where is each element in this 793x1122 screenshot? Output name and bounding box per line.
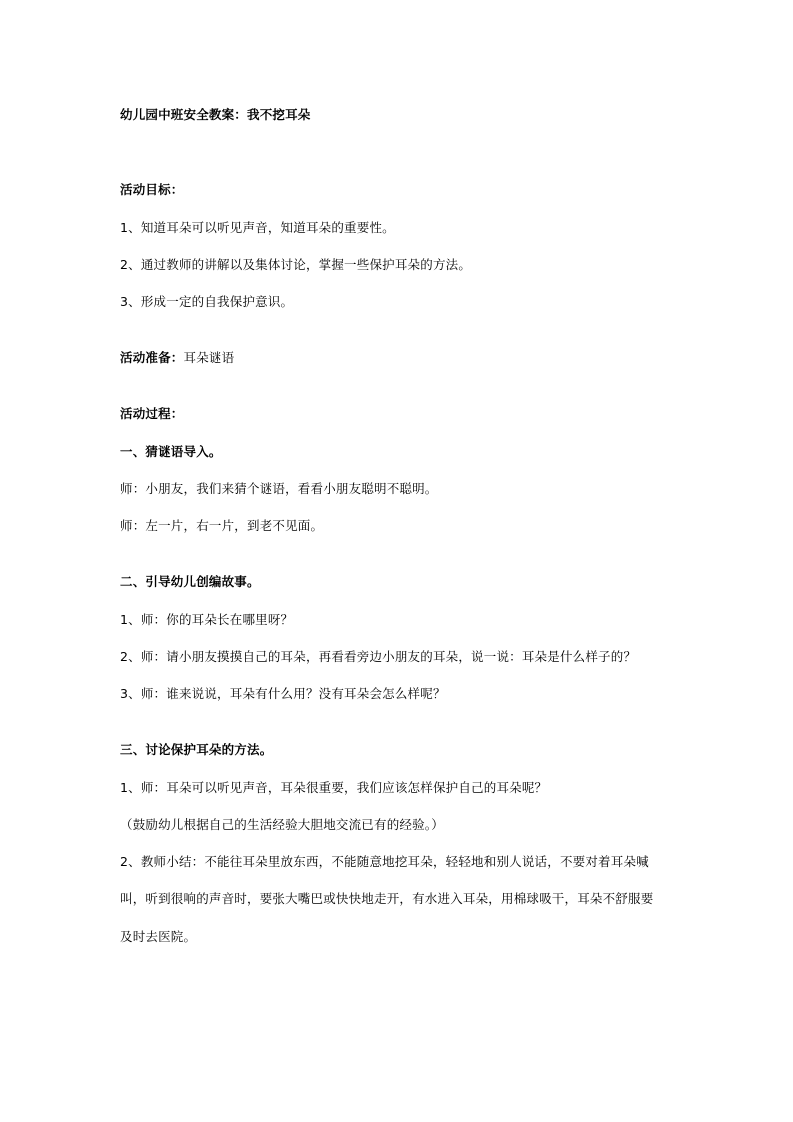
section-2-line: 2、师：请小朋友摸摸自己的耳朵，再看看旁边小朋友的耳朵，说一说：耳朵是什么样子的？ xyxy=(120,649,637,664)
section-3-line: 叫，听到很响的声音时，要张大嘴巴或快快地走开，有水进入耳朵，用棉球吸干，耳朵不舒服要 xyxy=(120,891,654,906)
section-3-line: 及时去医院。 xyxy=(120,929,197,944)
section-1-line: 师：左一片，右一片，到老不见面。 xyxy=(120,518,324,533)
preparation-label: 活动准备： xyxy=(120,350,184,365)
preparation-value: 耳朵谜语 xyxy=(183,350,235,365)
goal-item: 3、形成一定的自我保护意识。 xyxy=(120,294,294,309)
section-3-line: 2、教师小结：不能往耳朵里放东西，不能随意地挖耳朵，轻轻地和别人说话，不要对着耳朵喊 xyxy=(120,854,649,869)
section-2-line: 3、师：谁来说说，耳朵有什么用？没有耳朵会怎么样呢？ xyxy=(120,686,446,701)
preparation-line xyxy=(120,350,680,366)
process-heading: 活动过程： xyxy=(120,406,184,421)
document-title: 幼儿园中班安全教案：我不挖耳朵 xyxy=(120,107,311,122)
goal-item: 1、知道耳朵可以听见声音，知道耳朵的重要性。 xyxy=(120,220,395,235)
goal-item: 2、通过教师的讲解以及集体讨论，掌握一些保护耳朵的方法。 xyxy=(120,257,472,272)
section-3-line: （鼓励幼儿根据自己的生活经验大胆地交流已有的经验。） xyxy=(120,817,444,832)
section-heading-3: 三、讨论保护耳朵的方法。 xyxy=(120,742,273,757)
section-1-line: 师：小朋友，我们来猜个谜语，看看小朋友聪明不聪明。 xyxy=(120,481,438,496)
section-2-line: 1、师：你的耳朵长在哪里呀？ xyxy=(120,612,294,627)
section-heading-1: 一、猜谜语导入。 xyxy=(120,444,222,459)
goals-heading: 活动目标： xyxy=(120,182,184,197)
section-heading-2: 二、引导幼儿创编故事。 xyxy=(120,574,260,589)
section-3-line: 1、师：耳朵可以听见声音，耳朵很重要，我们应该怎样保护自己的耳朵呢？ xyxy=(120,780,548,795)
